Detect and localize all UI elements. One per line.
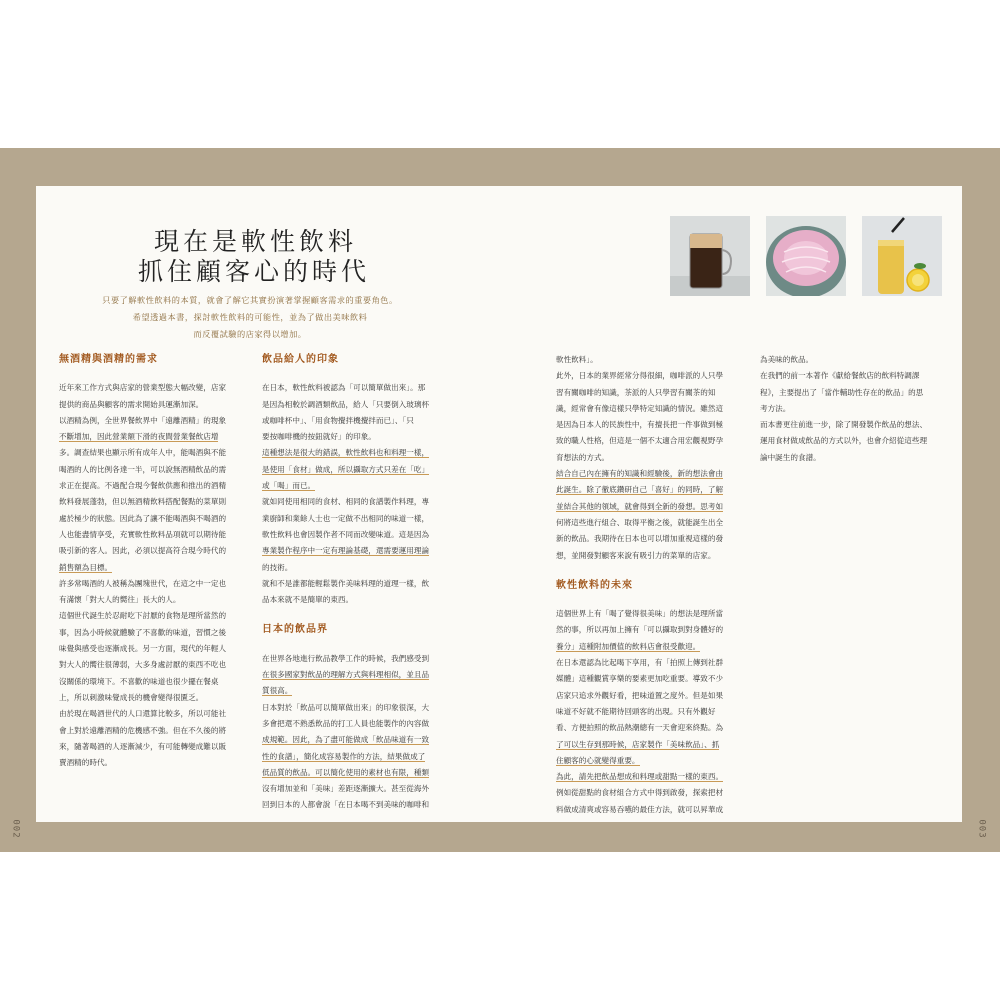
highlight-text: 質很高。 [262, 686, 293, 696]
body-line: 料做成清爽或容易吞嚥的最佳方法，就可以昇華成 [556, 804, 724, 814]
column-3 [556, 352, 744, 818]
body-line [556, 499, 744, 515]
body-line: 在我們的前一本著作《獻給餐飲店的飲料特調課 [760, 371, 920, 381]
highlight-text: 並結合其他的領域，就會得到全新的發想。思考如 [556, 501, 724, 511]
body-line: 媒體」這種觀賞享樂的要素更加吃重要。導致不少 [556, 674, 724, 684]
page-title-line-1: 現在是軟性飲料 [154, 227, 358, 256]
body-line: 沒關係的環境下。不喜歡的味道也很少擺在餐桌 [59, 676, 219, 686]
body-line: 處於極少的狀態。因此為了讓不能喝酒與不喝酒的 [59, 513, 227, 523]
body-line: 就如同使用相同的食材、相同的食譜製作料理，專 [262, 497, 430, 507]
body-line [262, 445, 452, 461]
body-line: 由於現在喝酒世代的人口還算比較多，所以可能社 [59, 709, 227, 719]
body-line: 在世界各地進行飲品教學工作的時候，我們感受到 [262, 653, 430, 663]
body-line: 的技術。 [262, 562, 293, 572]
highlight-text: 在很多國家對飲品的理解方式與料理相似，並且品 [262, 670, 430, 680]
intro-line: 而反覆試驗的店家得以增加。 [193, 329, 307, 339]
highlight-text: 是使用「食材」做成，所以攝取方式只差在「吃」 [262, 464, 430, 474]
body-line: 軟性飲料」。 [556, 355, 598, 364]
body-line [556, 737, 744, 753]
body-line: 會上對於遠離酒精的危機感不強。但在不久後的將 [59, 725, 227, 735]
highlight-text: 不斷增加，因此營業額下滑的夜間營業餐飲店增 [59, 432, 219, 442]
highlight-text: 結合自己內在擁有的知識和經驗後，新的想法會由 [556, 469, 724, 479]
body-line: 論中誕生的食譜。 [760, 452, 821, 462]
body-line: 在日本，軟性飲料被認為「可以簡單做出來」。那 [262, 383, 426, 393]
column-4 [760, 352, 950, 466]
section-heading-non-alcohol-demand: 無酒精與酒精的需求 [59, 354, 158, 365]
body-line: 要按咖啡機的按鈕就好」的印象。 [262, 432, 376, 442]
intro-text [70, 292, 430, 343]
body-line: 或咖啡杯中」、「用食物攪拌機攪拌而已」、「只 [262, 415, 414, 425]
highlight-text: 了可以生存到那時候，店家製作「美味飲品」、抓 [556, 739, 720, 749]
body-line: 然的事，所以再加上擁有「可以攝取到對身體好的 [556, 625, 724, 635]
body-line: 許多常喝酒的人被稱為團塊世代，在這之中一定也 [59, 578, 227, 588]
body-line: 提供的商品與顧客的需求開始具運漸加深。 [59, 399, 204, 409]
highlight-text: 銷售額為目標。 [59, 562, 113, 572]
section-heading-drink-impression: 飲品給人的印象 [262, 354, 339, 365]
body-line: 近年來工作方式與店家的營業型態大幅改變，店家 [59, 383, 227, 393]
body-line: 求正在提高。不過配合現今餐飲供應和推出的酒精 [59, 481, 227, 491]
body-line: 賣酒精的時代。 [59, 758, 113, 768]
iced-coffee-glass-photo [670, 216, 750, 296]
body-line [262, 667, 452, 683]
column-2 [262, 352, 452, 814]
body-line: 而本書更往前進一步，除了開發製作飲品的想法、 [760, 420, 928, 430]
body-line: 為美味的飲品。 [760, 355, 814, 364]
body-line [262, 765, 452, 781]
page-number-left: 002 [10, 819, 21, 839]
body-line [262, 683, 452, 699]
highlight-text: 住顧客的心就變得重要。 [556, 755, 640, 765]
body-line: 吸引新的客人。因此，必須以提高符合現今時代的 [59, 546, 227, 556]
highlight-text: 養分」這種附加價值的飲料店會很受歡迎。 [556, 641, 701, 651]
highlight-text: 此誕生。除了徹底鑽研自己「喜好」的同時，了解 [556, 485, 724, 495]
body-line: 軟性飲料也會因製作者不同而改變味道。這是因為 [262, 529, 430, 539]
pink-latte-bowl-photo [766, 216, 846, 296]
body-line: 飲料發展蓬勃，但以無酒精飲料搭配餐點的菜單則 [59, 497, 227, 507]
body-line: 味道不好就不能期待回頭客的出現。只有外觀好 [556, 706, 716, 716]
body-line: 對大人的嚮往很薄弱，大多身處討厭的東西不吃也 [59, 660, 227, 670]
body-line: 新的飲品。我期待在日本也可以增加重視這樣的發 [556, 534, 724, 544]
highlight-text: 這種想法是很大的錯誤，軟性飲料也和料理一樣， [262, 448, 430, 458]
body-line [556, 769, 744, 785]
body-line: 此外，日本的業界經常分得很細，咖啡派的人只學 [556, 371, 724, 381]
body-line: 例如從甜點的食材組合方式中得到啟發，探索把材 [556, 788, 724, 798]
body-line: 喝酒的人的比例各達一半，可以說無酒精飲品的需 [59, 464, 227, 474]
body-line: 回到日本的人都會說「在日本喝不到美味的咖啡和 [262, 800, 430, 810]
page-title-line-2: 抓住顧客心的時代 [138, 257, 371, 286]
body-line: 沒有增加並和「美味」差距逐漸擴大。甚至從海外 [262, 784, 430, 794]
body-line: 來，隨著喝酒的人逐漸減少，有可能轉變成難以販 [59, 741, 227, 751]
body-line [262, 478, 452, 494]
body-line [556, 639, 744, 655]
section-heading-japan-drink-world: 日本的飲品界 [262, 624, 328, 636]
highlight-text: 專業製作程序中一定有理論基礎，還需要運用理論 [262, 546, 430, 556]
body-line: 何將這些進行組合、取得平衡之後，就能誕生出全 [556, 517, 724, 527]
body-line: 有滿懷「對大人的嚮往」長大的人。 [59, 595, 181, 605]
body-line: 想，並開發對顧客來說有吸引力的菜單的店家。 [556, 550, 716, 560]
body-line: 以酒精為例，全世界餐飲界中「遠離酒精」的現象 [59, 415, 227, 425]
body-line [556, 482, 744, 498]
body-line: 是因為日本人的民族性中，有擅長把一件事做到極 [556, 420, 724, 430]
body-line: 考方法。 [760, 403, 791, 413]
body-line: 品本來就不是簡單的東西。 [262, 595, 354, 605]
highlight-text: 低品質的飲品。可以簡化使用的素材也有限，種類 [262, 767, 430, 777]
body-line: 習有關咖啡的知識，茶派的人只學習有關茶的知 [556, 387, 716, 397]
body-line: 多。調查結果也顯示所有成年人中，能喝酒與不能 [59, 448, 227, 458]
body-line [262, 749, 452, 765]
body-line: 人也能盡情享受，充實軟性飲料品項就可以期待能 [59, 529, 227, 539]
body-line: 上，所以刺激味覺成長的機會變得很匱乏。 [59, 692, 204, 702]
body-line [59, 560, 249, 576]
body-line: 業廚師和業餘人士也一定做不出相同的味道一樣， [262, 513, 430, 523]
body-line: 就和不是誰都能輕鬆製作美味料理的道理一樣，飲 [262, 578, 430, 588]
body-line [556, 753, 744, 769]
body-line: 致的職人性格，但這是一個不太適合用宏觀視野孕 [556, 436, 724, 446]
lemon-drink-bottle-photo [862, 216, 942, 296]
body-line [59, 429, 249, 445]
body-line [262, 543, 452, 559]
body-line: 育想法的方式。 [556, 452, 610, 462]
body-line: 在日本還認為比起喝下享用，有「拍照上傳到社群 [556, 658, 724, 668]
body-line: 味覺與感受也逐漸成長。另一方面，現代的年輕人 [59, 644, 227, 654]
body-line [262, 732, 452, 748]
body-line: 程》，主要提出了「當作輔助性存在的飲品」的思 [760, 387, 924, 397]
column-1 [59, 352, 249, 771]
body-line: 多會把還不熟悉飲品的打工人員也能製作的內容做 [262, 718, 430, 728]
body-line [556, 466, 744, 482]
intro-line: 只要了解軟性飲料的本質，就會了解它其實扮演著掌握顧客需求的重要角色。 [102, 295, 398, 305]
body-line: 識，經常會有像這樣只學特定知識的情況。雖然這 [556, 403, 724, 413]
highlight-text: 性的食譜」，簡化成容易製作的方法，結果做成了 [262, 751, 426, 761]
body-line: 運用食材做成飲品的方式以外，也會介紹從這些理 [760, 436, 928, 446]
body-line [262, 462, 452, 478]
body-line: 日本對於「飲品可以簡單做出來」的印象很深，大 [262, 702, 430, 712]
body-line: 事，因為小時候就體驗了不喜歡的味道，習慣之後 [59, 627, 227, 637]
body-line: 這個世代誕生於忍耐吃下討厭的食物是理所當然的 [59, 611, 227, 621]
body-line: 店家只追求外觀好看，把味道置之度外。但是如果 [556, 690, 724, 700]
body-line: 是因為相較於調酒類飲品，給人「只要倒入玻璃杯 [262, 399, 430, 409]
section-heading-soft-drink-future: 軟性飲料的未來 [556, 579, 633, 591]
highlight-text: 成規範。因此，為了盡可能做成「飲品味道有一致 [262, 735, 430, 745]
body-line: 這個世界上有「喝了覺得很美味」的想法是理所當 [556, 609, 724, 619]
intro-line: 希望透過本書，探討軟性飲料的可能性，並為了做出美味飲料 [132, 312, 368, 322]
highlight-text: 或「喝」而已。 [262, 481, 316, 491]
body-line: 看、方便拍照的飲品熱潮總有一天會迎來終點。為 [556, 723, 724, 733]
page-number-right: 003 [976, 819, 987, 839]
highlight-text: 為此，請先把飲品想成和料理或甜點一樣的東西。 [556, 772, 724, 782]
